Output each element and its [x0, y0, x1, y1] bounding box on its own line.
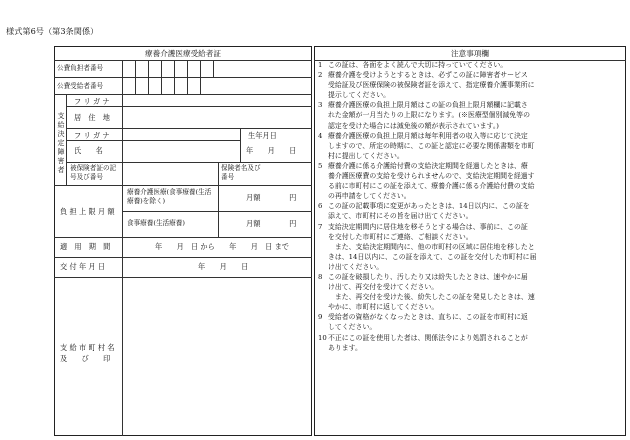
note-text-continued: また、支給決定期間内に、他の市町村の区域に居住地を移したと [328, 242, 535, 251]
note-text: この証を破損したり、汚したり又は紛失したときは、速やかに届 [328, 272, 528, 281]
note-text-continued: しますので、所定の時期に、この証と認定に必要な関係書類を市町 [328, 141, 535, 150]
note-text-continued: を交付した市町村にご連絡、ご相談ください。 [328, 232, 473, 241]
note-text-continued: 添えて、市町村にその旨を届け出てください。 [328, 212, 473, 221]
period-label: 適 用 期 間 [60, 242, 111, 251]
insurer-name-label: 保険者名及び番号 [221, 164, 261, 181]
note-text-continued: あります。 [328, 343, 362, 352]
note-number: 7 [318, 222, 323, 231]
payer-number-boxes [122, 60, 226, 77]
note-text: この証の記載事項に変更があったときは、14日以内に、この証を [328, 202, 530, 211]
limit-row2-amount: 月額 円 [246, 219, 297, 228]
note-item [318, 222, 618, 232]
insured-id-label: 被保険者証の記号及び番号 [70, 164, 117, 181]
note-text: 療養介護に係る介護給付費の支給決定期間を経過したときは、療 [328, 161, 528, 170]
note-item [318, 70, 618, 80]
notes-title: 注意事項欄 [451, 49, 489, 58]
note-text-continued: やかに、市町村に返してください。 [328, 303, 439, 312]
dob-label: 生年月日 [248, 131, 277, 140]
form-number: 様式第6号（第3条関係） [6, 26, 99, 36]
municipality-label-2: 及 び 印 [60, 354, 111, 363]
note-text: 療養介護を受けようとするときは、必ずこの証に障害者サービス [328, 71, 528, 80]
note-text: 支給決定期間内に居住地を移そうとする場合は、事前に、この証 [328, 222, 528, 231]
note-number: 9 [318, 313, 323, 322]
beneficiary-vertical-label: 支給決定障害者 [57, 112, 65, 175]
note-text-continued: 認定を受けた場合には減免後の額が表示されています。) [328, 121, 499, 130]
note-text-continued: してください。 [328, 323, 377, 332]
address-label: 居 住 地 [74, 113, 110, 122]
note-text-continued: の再申請をしてください。 [328, 192, 411, 201]
note-text-continued: け出て、再交付を受けてください。 [328, 283, 439, 292]
note-text: 療養介護医療の負担上限月額はこの証の負担上限月額欄に記載さ [328, 101, 528, 110]
issued-value: 年 月 日 [198, 262, 249, 271]
note-number: 10 [318, 333, 327, 342]
note-number: 3 [318, 101, 323, 110]
note-item [318, 312, 618, 322]
note-number: 5 [318, 161, 323, 170]
note-item [318, 333, 618, 343]
notes-list [318, 60, 618, 353]
note-item [318, 272, 618, 282]
note-item [318, 60, 618, 70]
furigana-label: フ リ ガ ナ [74, 97, 110, 106]
recipient-number-label: 公費受給者番号 [57, 82, 104, 90]
note-item [318, 100, 618, 110]
municipality-label: 支 給 市 町 村 名 [60, 343, 115, 352]
note-text-continued: 養介護医療費の支給を受けられませんので、支給決定期間を経過す [328, 172, 535, 181]
note-item [318, 201, 618, 211]
note-number: 2 [318, 71, 323, 80]
note-text-continued: る前に市町村にこの証を添えて、療養介護に係る介護給付費の支給 [328, 182, 535, 191]
note-number: 4 [318, 131, 323, 140]
payer-number-label: 公費負担者番号 [57, 64, 104, 72]
note-text-continued: 受給証及び医療保険の被保険者証を添えて、指定療養介護事業所に [328, 81, 535, 90]
note-text: 不正にこの証を使用した者は、関係法令により処罰されることが [328, 333, 528, 342]
limit-label: 負 担 上 限 月 額 [60, 207, 115, 216]
limit-row2-label: 食事療養(生活療養) [127, 219, 185, 227]
name-label: 氏 名 [74, 146, 103, 155]
certificate-title: 療養介護医療受給者証 [145, 49, 221, 58]
limit-row1-amount: 月額 円 [246, 193, 297, 202]
note-text-continued: また、再交付を受けた後、紛失したこの証を発見したときは、速 [328, 293, 535, 302]
dob-value: 年 月 日 [246, 146, 297, 155]
note-text-continued: きは、14日以内に、この証を添えて、この証を交付した市町村に届 [328, 252, 537, 261]
note-item [318, 161, 618, 171]
period-value: 年 月 日 から 年 月 日 まで [155, 242, 289, 251]
limit-row1-label: 療養介護医療(食事療養(生活療養)を除く) [127, 188, 212, 205]
note-text: 療養介護医療の負担上限月額は毎年利用者の収入等に応じて決定 [328, 131, 528, 140]
furigana-label-2: フ リ ガ ナ [74, 131, 110, 140]
note-text: この証は、各面をよく読んで大切に持っていてください。 [328, 61, 508, 69]
note-number: 6 [318, 202, 323, 211]
issued-label: 交 付 年 月 日 [60, 262, 106, 271]
note-text-continued: 提示してください。 [328, 91, 391, 100]
note-number: 1 [318, 61, 323, 69]
note-text-continued: 村に提出してください。 [328, 151, 404, 160]
note-text-continued: れた金額が一月当たりの上限になります。(※医療型個別減免等の [328, 111, 530, 120]
note-number: 8 [318, 272, 323, 281]
note-text-continued: け出てください。 [328, 262, 384, 271]
note-text: 受給者の資格がなくなったときは、直ちに、この証を市町村に返 [328, 313, 528, 322]
recipient-number-boxes [122, 77, 213, 94]
note-item [318, 131, 618, 141]
